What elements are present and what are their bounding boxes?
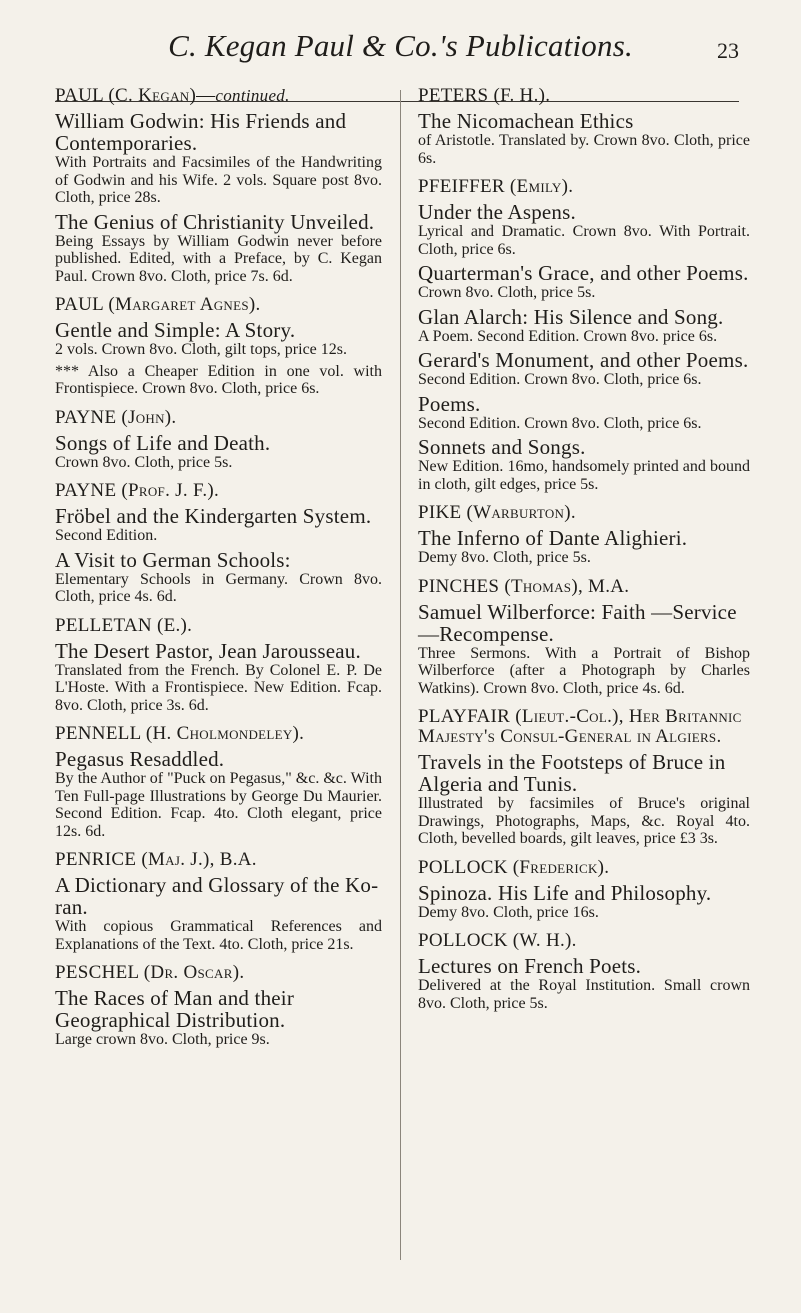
book-title: A Dictionary and Glossary of the Ko-ran.: [55, 873, 379, 919]
author-name: PAYNE (Prof. J. F.).: [55, 480, 220, 501]
catalogue-entry: [55, 850, 382, 953]
author-name: PETERS (F. H.).: [418, 85, 551, 106]
book-title: Pegasus Resaddled.: [55, 747, 225, 771]
author-name: PINCHES (Thomas), M.A.: [418, 575, 630, 597]
book-details: New Edition. 16mo, handsomely printed and bound in cloth, gilt edges, price 5s.: [418, 458, 750, 493]
book-title: Sonnets and Songs.: [418, 435, 586, 459]
author-heading: [418, 577, 750, 597]
book-details: 2 vols. Crown 8vo. Cloth, gilt tops, price 12s.: [55, 341, 347, 358]
author-name: PESCHEL (Dr. Oscar).: [55, 962, 245, 983]
book-listing: [55, 319, 382, 359]
author-heading: [418, 707, 750, 747]
left-column: [55, 86, 382, 1059]
book-listing: [418, 201, 750, 258]
author-name: PENRICE (Maj. J.), B.A.: [55, 849, 257, 870]
catalogue-entry: [55, 408, 382, 472]
author-heading: [55, 86, 382, 106]
book-listing: [418, 751, 750, 848]
author-name: PAYNE (John).: [55, 406, 177, 428]
book-title: William Godwin: His Friends and Contemporaries.: [55, 109, 347, 155]
author-heading: [55, 616, 382, 636]
book-details: Large crown 8vo. Cloth, price 9s.: [55, 1031, 270, 1048]
author-heading: [55, 850, 382, 870]
book-title: Spinoza. His Life and Philosophy.: [418, 880, 712, 905]
book-details: Three Sermons. With a Portrait of Bishop Wilberforce (after a Photograph by Charles Watkins). Crown 8vo. Cloth, price 4s. 6d.: [418, 644, 750, 697]
author-heading: [55, 481, 382, 501]
book-listing: [55, 432, 382, 472]
book-details: Crown 8vo. Cloth, price 5s.: [55, 453, 233, 471]
book-details: Demy 8vo. Cloth, price 16s.: [418, 903, 599, 921]
page-number: 23: [717, 38, 739, 63]
author-heading: [418, 177, 750, 197]
book-listing: [418, 262, 750, 302]
book-listing: [418, 882, 750, 922]
book-title: Gerard's Monument, and other Poems.: [418, 348, 749, 372]
author-name: PIKE (Warburton).: [418, 502, 576, 523]
running-head: [0, 28, 801, 78]
author-name: PLAYFAIR (Lieut.-Col.), Her Britannic Majesty's Consul-General in Algiers.: [418, 706, 742, 747]
catalogue-entry: [55, 295, 382, 398]
book-title: Gentle and Simple: A Story.: [55, 318, 296, 342]
book-listing: [55, 748, 382, 840]
book-details: Delivered at the Royal Institution. Small crown 8vo. Cloth, price 5s.: [418, 977, 750, 1012]
book-listing: [55, 110, 382, 207]
catalogue-entry: [55, 481, 382, 606]
book-title: Travels in the Footsteps of Bruce in Algeria and Tunis.: [418, 750, 726, 796]
author-heading: [418, 931, 750, 951]
book-listing: [418, 349, 750, 389]
book-details: Crown 8vo. Cloth, price 5s.: [418, 284, 596, 301]
author-name: PENNELL (H. Cholmondeley).: [55, 723, 305, 744]
column-divider: [400, 90, 401, 1260]
book-title: The Races of Man and their Geographical Distribution.: [55, 986, 295, 1032]
book-listing: [418, 527, 750, 567]
book-details: Elementary Schools in Germany. Crown 8vo. Cloth, price 4s. 6d.: [55, 570, 382, 605]
book-details: Second Edition. Crown 8vo. Cloth, price 6s.: [418, 414, 702, 432]
running-title: C. Kegan Paul & Co.'s Publications.: [168, 28, 633, 63]
book-title: Samuel Wilberforce: Faith —Service—Recompense.: [418, 599, 737, 646]
book-listing: [418, 955, 750, 1012]
catalogue-entry: [418, 503, 750, 567]
book-details: With Portraits and Facsimiles of the Handwriting of Godwin and his Wife. 2 vols. Square post 8vo. Cloth, price 28s.: [55, 154, 382, 206]
book-title: Lectures on French Poets.: [418, 954, 642, 978]
book-details: A Poem. Second Edition. Crown 8vo. price 6s.: [418, 327, 718, 345]
book-details: of Aristotle. Translated by. Crown 8vo. Cloth, price 6s.: [418, 132, 750, 167]
book-details: By the Author of "Puck on Pegasus," &c. &c. With Ten Full-page Illustrations by George Du Maurier. Second Edition. Fcap. 4to. Cloth elegant, price 12s. 6d.: [55, 770, 382, 840]
catalogue-entry: [55, 86, 382, 285]
book-listing: [418, 601, 750, 698]
book-details: *** Also a Cheaper Edition in one vol. with Frontispiece. Crown 8vo. Cloth, price 6s.: [55, 362, 382, 397]
catalogue-entry: [55, 616, 382, 715]
book-title: Under the Aspens.: [418, 200, 576, 224]
author-name: POLLOCK (Frederick).: [418, 856, 610, 878]
catalogue-entry: [418, 707, 750, 848]
catalogue-entry: [418, 86, 750, 167]
book-listing: [55, 505, 382, 545]
catalogue-entry: [418, 177, 750, 493]
book-listing: [418, 393, 750, 433]
book-title: A Visit to German Schools:: [55, 547, 291, 572]
book-title: Songs of Life and Death.: [55, 430, 271, 455]
book-listing: [55, 363, 382, 398]
book-details: Being Essays by William Godwin never before published. Edited, with a Preface, by C. Kegan Paul. Crown 8vo. Cloth, price 7s. 6d.: [55, 232, 382, 285]
author-heading: [55, 724, 382, 744]
book-listing: [55, 987, 382, 1049]
catalogue-entry: [418, 577, 750, 698]
author-heading: [418, 858, 750, 878]
book-listing: [418, 110, 750, 167]
author-name: PAUL (C. Kegan)—: [55, 85, 216, 106]
book-title: The Genius of Christianity Unveiled.: [55, 209, 375, 234]
book-title: Fröbel and the Kindergarten System.: [55, 504, 372, 528]
book-title: The Inferno of Dante Alighieri.: [418, 526, 688, 550]
catalogue-entry: [418, 858, 750, 922]
catalogue-entry: [55, 963, 382, 1049]
book-listing: [418, 306, 750, 346]
author-heading: [55, 295, 382, 315]
book-title: The Nicomachean Ethics: [418, 109, 634, 133]
author-name: PELLETAN (E.).: [55, 614, 193, 636]
book-listing: [55, 640, 382, 715]
book-details: Lyrical and Dramatic. Crown 8vo. With Portrait. Cloth, price 6s.: [418, 223, 750, 258]
book-listing: [55, 874, 382, 953]
author-heading: [55, 963, 382, 983]
book-title: Poems.: [418, 391, 481, 416]
book-details: Translated from the French. By Colonel E. P. De L'Hoste. With a Frontispiece. New Edition. Fcap. 8vo. Cloth, price 3s. 6d.: [55, 661, 382, 714]
book-details: Second Edition. Crown 8vo. Cloth, price 6s.: [418, 371, 702, 388]
book-details: Second Edition.: [55, 527, 158, 544]
book-listing: [55, 549, 382, 606]
book-details: Illustrated by facsimiles of Bruce's original Drawings, Photographs, Maps, &c. Royal 4to. Cloth, bevelled boards, gilt leaves, price £3 3s.: [418, 795, 750, 847]
book-details: Demy 8vo. Cloth, price 5s.: [418, 549, 591, 566]
author-name: POLLOCK (W. H.).: [418, 930, 577, 951]
author-heading: [418, 503, 750, 523]
catalogue-entry: [418, 931, 750, 1012]
author-name: PAUL (Margaret Agnes).: [55, 294, 261, 315]
book-title: The Desert Pastor, Jean Jarousseau.: [55, 638, 361, 663]
author-continued-note: continued.: [215, 86, 290, 105]
right-column: [418, 86, 750, 1022]
book-title: Glan Alarch: His Silence and Song.: [418, 304, 724, 329]
book-title: Quarterman's Grace, and other Poems.: [418, 261, 749, 285]
author-heading: [418, 86, 750, 106]
author-name: PFEIFFER (Emily).: [418, 176, 574, 197]
book-listing: [55, 211, 382, 286]
catalogue-entry: [55, 724, 382, 840]
book-listing: [418, 436, 750, 493]
book-details: With copious Grammatical References and Explanations of the Text. 4to. Cloth, price 21s.: [55, 918, 382, 953]
author-heading: [55, 408, 382, 428]
